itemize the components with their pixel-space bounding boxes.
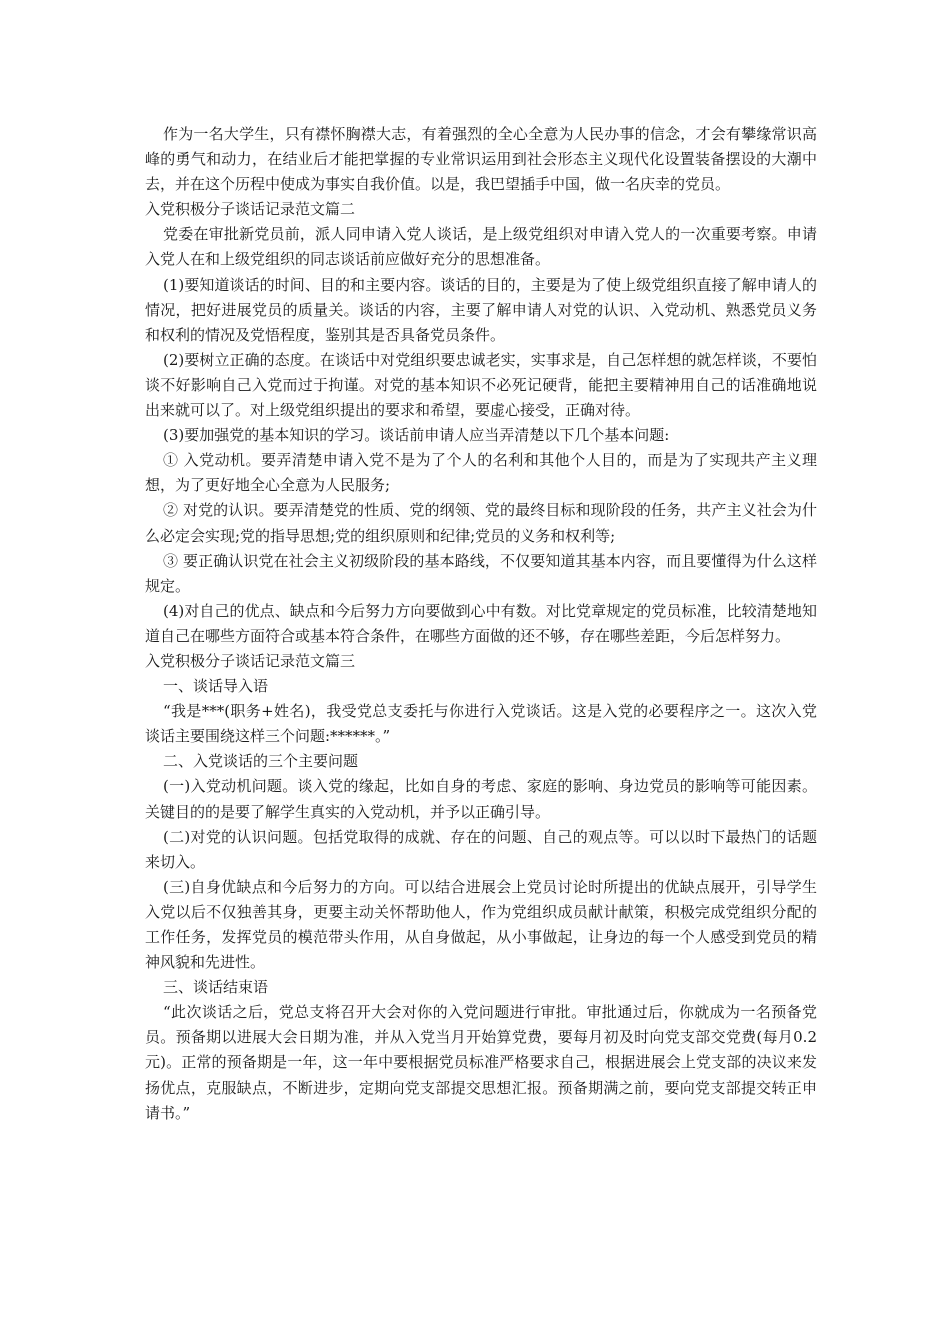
paragraph: (二)对党的认识问题。包括党取得的成就、存在的问题、自己的观点等。可以以时下最热门的话题来切入。: [145, 827, 817, 871]
paragraph: ③ 要正确认识党在社会主义初级阶段的基本路线，不仅要知道其基本内容，而且要懂得为什么这样规定。: [145, 551, 817, 595]
paragraph: 党委在审批新党员前，派人同申请入党人谈话，是上级党组织对申请入党人的一次重要考察。申请入党人在和上级党组织的同志谈话前应做好充分的思想准备。: [145, 225, 817, 269]
paragraph: (三)自身优缺点和今后努力的方向。可以结合进展会上党员讨论时所提出的优缺点展开，引导学生入党以后不仅独善其身，更要主动关怀帮助他人，作为党组织成员献计献策，积极完成党组织分配的工作任务，发挥党员的模范带头作用，从自身做起，从小事做起，让身边的每一个人感受到党员的精神风貌和先进性。: [145, 877, 817, 972]
section-heading-2: 入党积极分子谈话记录范文篇二: [145, 200, 356, 219]
paragraph: ① 入党动机。要弄清楚申请入党不是为了个人的名利和其他个人目的，而是为了实现共产主义理想，为了更好地全心全意为人民服务;: [145, 451, 817, 495]
paragraph: (3)要加强党的基本知识的学习。谈话前申请人应当弄清楚以下几个基本问题:: [163, 426, 670, 445]
document-body: [145, 122, 817, 1126]
paragraph: (1)要知道谈话的时间、目的和主要内容。谈话的目的，主要是为了使上级党组织直接了解申请人的情况，把好进展党员的质量关。谈话的内容，主要了解申请人对党的认识、入党动机、熟悉党员义务和权利的情况及党悟程度，鉴别其是否具备党员条件。: [145, 275, 817, 344]
paragraph: “我是***(职务+姓名)，我受党总支委托与你进行入党谈话。这是入党的必要程序之一。这次入党谈话主要围绕这样三个问题:******。”: [145, 702, 817, 746]
subheading: 一、谈话导入语: [163, 677, 269, 696]
paragraph: (2)要树立正确的态度。在谈话中对党组织要忠诚老实，实事求是，自己怎样想的就怎样谈，不要怕谈不好影响自己入党而过于拘谨。对党的基本知识不必死记硬背，能把主要精神用自己的话准确地说出来就可以了。对上级党组织提出的要求和希望，要虚心接受，正确对待。: [145, 350, 817, 420]
paragraph: “此次谈话之后，党总支将召开大会对你的入党问题进行审批。审批通过后，你就成为一名预备党员。预备期以进展大会日期为准，并从入党当月开始算党费，要每月初及时向党支部交党费(每月0.2元)。正常的预备期是一年，这一年中要根据党员标准严格要求自己，根据进展会上党支部的决议来发扬优点，克服缺点，不断进步，定期向党支部提交思想汇报。预备期满之前，要向党支部提交转正申请书。”: [145, 1003, 817, 1122]
subheading: 二、入党谈话的三个主要问题: [163, 752, 359, 771]
paragraph: ② 对党的认识。要弄清楚党的性质、党的纲领、党的最终目标和现阶段的任务，共产主义社会为什么必定会实现;党的指导思想;党的组织原则和纪律;党员的义务和权利等;: [145, 501, 817, 545]
section-heading-3: 入党积极分子谈话记录范文篇三: [145, 651, 356, 670]
subheading: 三、谈话结束语: [163, 978, 269, 997]
paragraph: (一)入党动机问题。谈入党的缘起，比如自身的考虑、家庭的影响、身边党员的影响等可能因素。关键目的的是要了解学生真实的入党动机，并予以正确引导。: [145, 777, 817, 821]
paragraph-intro: 作为一名大学生，只有襟怀胸襟大志，有着强烈的全心全意为人民办事的信念，才会有攀缘常识高峰的勇气和动力，在结业后才能把掌握的专业常识运用到社会形态主义现代化设置装备摆设的大潮中去，并在这个历程中使成为事实自我价值。以是，我巴望插手中国，做一名庆幸的党员。: [145, 125, 817, 194]
paragraph: (4)对自己的优点、缺点和今后努力方向要做到心中有数。对比党章规定的党员标准，比较清楚地知道自己在哪些方面符合或基本符合条件，在哪些方面做的还不够，存在哪些差距，今后怎样努力。: [145, 601, 817, 645]
